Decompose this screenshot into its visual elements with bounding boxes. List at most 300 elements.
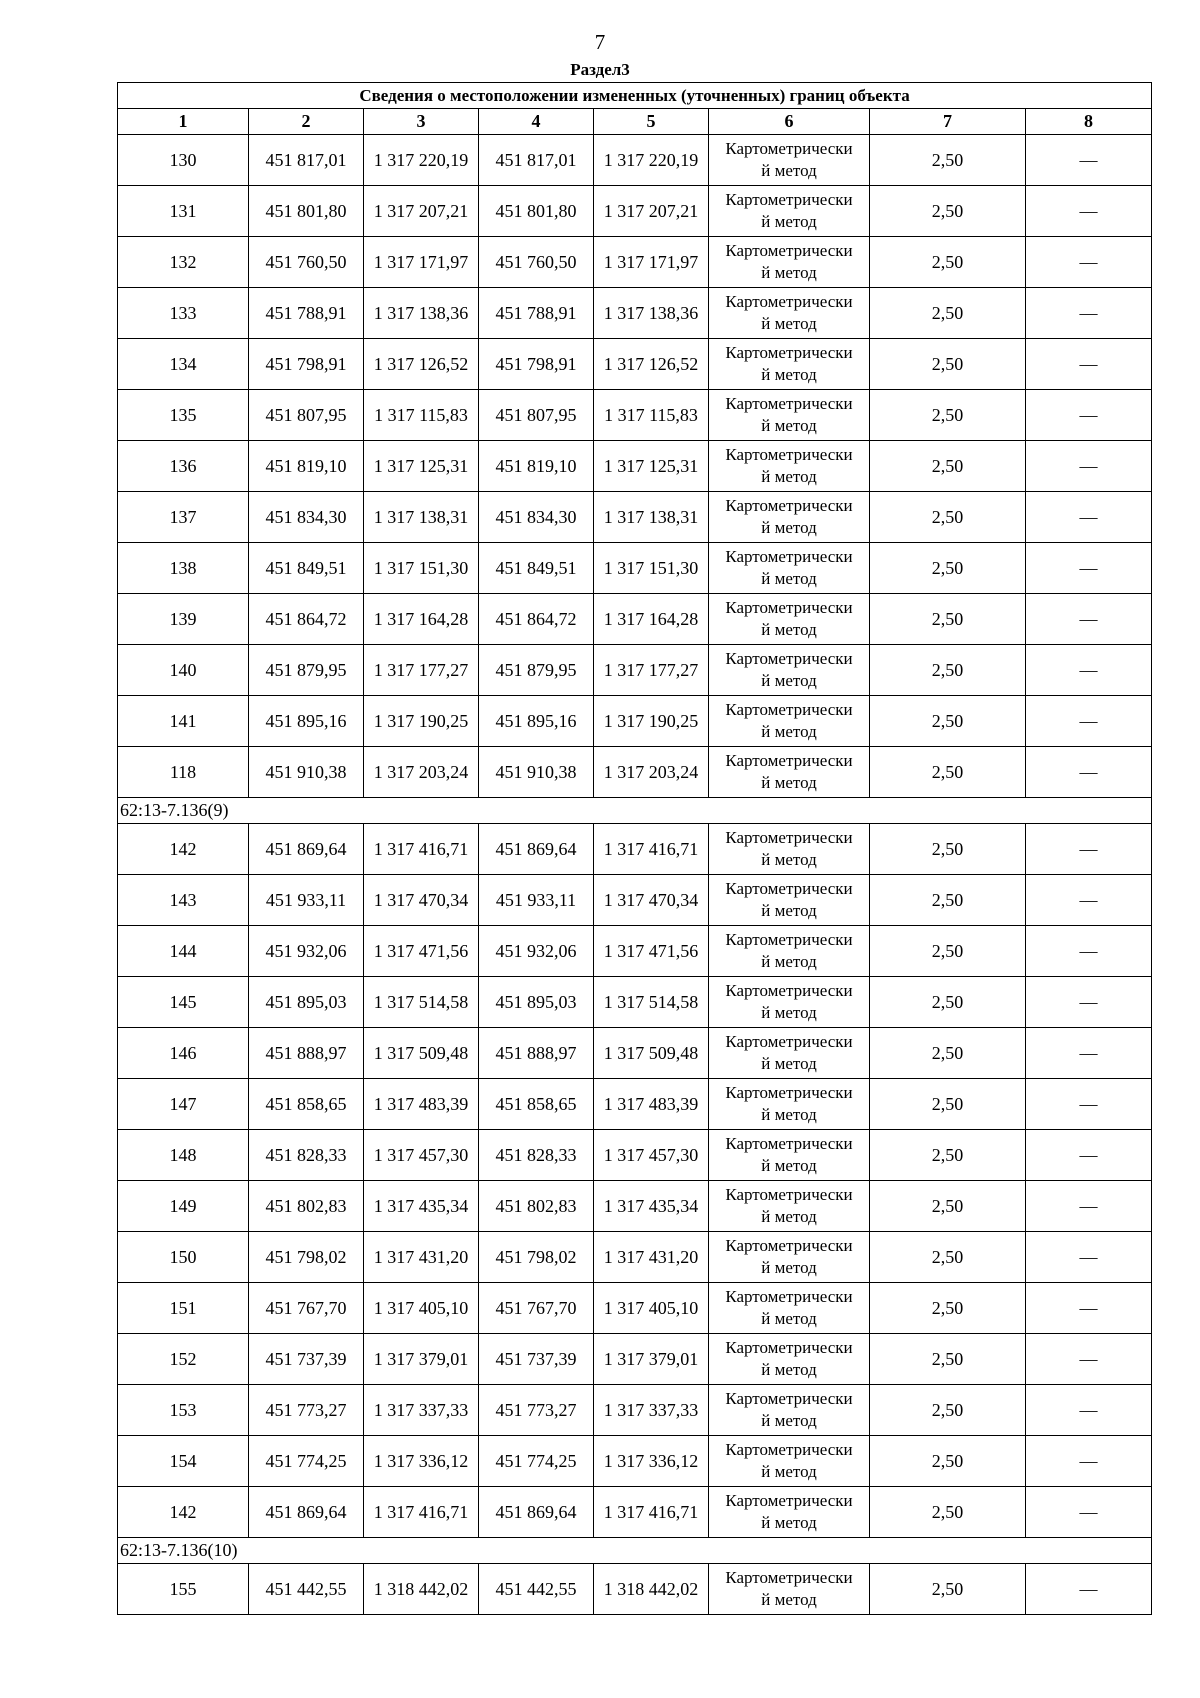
- table-row: [118, 824, 1152, 875]
- point-number-cell: 147: [118, 1079, 249, 1130]
- group-header-row: [118, 798, 1152, 824]
- x-existing-cell: 451 801,80: [249, 186, 364, 237]
- table-caption-row: [118, 83, 1152, 109]
- description-cell: —: [1026, 696, 1152, 747]
- point-number-cell: 144: [118, 926, 249, 977]
- method-line-2: й метод: [761, 1258, 817, 1277]
- accuracy-cell: 2,50: [870, 977, 1026, 1028]
- table-row: [118, 1232, 1152, 1283]
- description-cell: —: [1026, 186, 1152, 237]
- boundary-coordinates-table: [117, 82, 1152, 1615]
- description-cell: —: [1026, 1487, 1152, 1538]
- table-row: [118, 1079, 1152, 1130]
- table-row: [118, 1385, 1152, 1436]
- table-row: [118, 875, 1152, 926]
- method-line-1: Картометрически: [725, 981, 853, 1000]
- method-line-2: й метод: [761, 722, 817, 741]
- accuracy-cell: 2,50: [870, 543, 1026, 594]
- method-line-2: й метод: [761, 263, 817, 282]
- x-new-cell: 451 932,06: [479, 926, 594, 977]
- point-number-cell: 137: [118, 492, 249, 543]
- x-existing-cell: 451 879,95: [249, 645, 364, 696]
- description-cell: —: [1026, 237, 1152, 288]
- accuracy-cell: 2,50: [870, 747, 1026, 798]
- accuracy-cell: 2,50: [870, 1079, 1026, 1130]
- x-new-cell: 451 895,03: [479, 977, 594, 1028]
- y-existing-cell: 1 317 431,20: [364, 1232, 479, 1283]
- description-cell: —: [1026, 1283, 1152, 1334]
- point-number-cell: 153: [118, 1385, 249, 1436]
- description-cell: —: [1026, 1028, 1152, 1079]
- method-line-2: й метод: [761, 1054, 817, 1073]
- method-line-1: Картометрически: [725, 1440, 853, 1459]
- section-title: Раздел3: [570, 60, 630, 79]
- x-new-cell: 451 858,65: [479, 1079, 594, 1130]
- y-new-cell: 1 317 416,71: [594, 1487, 709, 1538]
- x-new-cell: 451 849,51: [479, 543, 594, 594]
- column-number: 6: [709, 109, 870, 135]
- x-new-cell: 451 802,83: [479, 1181, 594, 1232]
- method-line-2: й метод: [761, 1360, 817, 1379]
- description-cell: —: [1026, 1079, 1152, 1130]
- x-new-cell: 451 767,70: [479, 1283, 594, 1334]
- x-new-cell: 451 442,55: [479, 1564, 594, 1615]
- table-row: [118, 1487, 1152, 1538]
- accuracy-cell: 2,50: [870, 390, 1026, 441]
- x-new-cell: 451 879,95: [479, 645, 594, 696]
- point-number-cell: 118: [118, 747, 249, 798]
- y-new-cell: 1 317 457,30: [594, 1130, 709, 1181]
- method-line-2: й метод: [761, 467, 817, 486]
- column-number: 2: [249, 109, 364, 135]
- point-number-cell: 140: [118, 645, 249, 696]
- x-new-cell: 451 869,64: [479, 824, 594, 875]
- x-existing-cell: 451 932,06: [249, 926, 364, 977]
- table-caption: Сведения о местоположении измененных (уточненных) границ объекта: [118, 83, 1152, 109]
- page-number: 7: [594, 30, 606, 54]
- description-cell: —: [1026, 390, 1152, 441]
- method-line-1: Картометрически: [725, 598, 853, 617]
- x-new-cell: 451 817,01: [479, 135, 594, 186]
- table-row: [118, 696, 1152, 747]
- table-row: [118, 1334, 1152, 1385]
- y-new-cell: 1 317 509,48: [594, 1028, 709, 1079]
- accuracy-cell: 2,50: [870, 1564, 1026, 1615]
- description-cell: —: [1026, 135, 1152, 186]
- y-new-cell: 1 317 138,36: [594, 288, 709, 339]
- method-line-1: Картометрически: [725, 496, 853, 515]
- x-new-cell: 451 807,95: [479, 390, 594, 441]
- method-line-1: Картометрически: [725, 1389, 853, 1408]
- table-row: [118, 441, 1152, 492]
- method-line-2: й метод: [761, 850, 817, 869]
- method-line-2: й метод: [761, 952, 817, 971]
- method-line-2: й метод: [761, 212, 817, 231]
- point-number-cell: 150: [118, 1232, 249, 1283]
- x-existing-cell: 451 933,11: [249, 875, 364, 926]
- accuracy-cell: 2,50: [870, 288, 1026, 339]
- method-cell: [709, 696, 870, 747]
- x-existing-cell: 451 798,91: [249, 339, 364, 390]
- accuracy-cell: 2,50: [870, 926, 1026, 977]
- table-row: [118, 594, 1152, 645]
- method-cell: [709, 824, 870, 875]
- y-existing-cell: 1 317 470,34: [364, 875, 479, 926]
- method-line-2: й метод: [761, 416, 817, 435]
- x-new-cell: 451 933,11: [479, 875, 594, 926]
- y-existing-cell: 1 317 471,56: [364, 926, 479, 977]
- x-new-cell: 451 869,64: [479, 1487, 594, 1538]
- accuracy-cell: 2,50: [870, 1181, 1026, 1232]
- y-existing-cell: 1 317 416,71: [364, 824, 479, 875]
- method-line-1: Картометрически: [725, 828, 853, 847]
- method-line-2: й метод: [761, 1462, 817, 1481]
- description-cell: —: [1026, 645, 1152, 696]
- x-new-cell: 451 760,50: [479, 237, 594, 288]
- x-existing-cell: 451 798,02: [249, 1232, 364, 1283]
- x-existing-cell: 451 864,72: [249, 594, 364, 645]
- point-number-cell: 132: [118, 237, 249, 288]
- method-cell: [709, 1181, 870, 1232]
- description-cell: —: [1026, 1232, 1152, 1283]
- method-line-1: Картометрически: [725, 241, 853, 260]
- accuracy-cell: 2,50: [870, 1436, 1026, 1487]
- y-existing-cell: 1 317 457,30: [364, 1130, 479, 1181]
- method-line-2: й метод: [761, 620, 817, 639]
- method-line-1: Картометрически: [725, 1134, 853, 1153]
- x-existing-cell: 451 834,30: [249, 492, 364, 543]
- x-existing-cell: 451 817,01: [249, 135, 364, 186]
- x-existing-cell: 451 737,39: [249, 1334, 364, 1385]
- method-line-2: й метод: [761, 1590, 817, 1609]
- description-cell: —: [1026, 594, 1152, 645]
- accuracy-cell: 2,50: [870, 492, 1026, 543]
- description-cell: —: [1026, 543, 1152, 594]
- accuracy-cell: 2,50: [870, 1232, 1026, 1283]
- method-line-2: й метод: [761, 1411, 817, 1430]
- x-existing-cell: 451 858,65: [249, 1079, 364, 1130]
- method-line-1: Картометрически: [725, 547, 853, 566]
- table-row: [118, 339, 1152, 390]
- y-new-cell: 1 317 164,28: [594, 594, 709, 645]
- y-existing-cell: 1 317 138,36: [364, 288, 479, 339]
- x-existing-cell: 451 888,97: [249, 1028, 364, 1079]
- column-number-row: [118, 109, 1152, 135]
- y-new-cell: 1 317 379,01: [594, 1334, 709, 1385]
- point-number-cell: 134: [118, 339, 249, 390]
- point-number-cell: 151: [118, 1283, 249, 1334]
- description-cell: —: [1026, 339, 1152, 390]
- description-cell: —: [1026, 441, 1152, 492]
- point-number-cell: 138: [118, 543, 249, 594]
- accuracy-cell: 2,50: [870, 135, 1026, 186]
- x-existing-cell: 451 760,50: [249, 237, 364, 288]
- x-new-cell: 451 828,33: [479, 1130, 594, 1181]
- method-line-1: Картометрически: [725, 1185, 853, 1204]
- table-row: [118, 747, 1152, 798]
- y-new-cell: 1 317 171,97: [594, 237, 709, 288]
- method-cell: [709, 237, 870, 288]
- accuracy-cell: 2,50: [870, 1334, 1026, 1385]
- method-line-1: Картометрически: [725, 1568, 853, 1587]
- column-number: 3: [364, 109, 479, 135]
- accuracy-cell: 2,50: [870, 824, 1026, 875]
- method-cell: [709, 645, 870, 696]
- y-new-cell: 1 317 336,12: [594, 1436, 709, 1487]
- method-line-2: й метод: [761, 569, 817, 588]
- y-existing-cell: 1 317 203,24: [364, 747, 479, 798]
- accuracy-cell: 2,50: [870, 645, 1026, 696]
- description-cell: —: [1026, 1334, 1152, 1385]
- method-cell: [709, 288, 870, 339]
- point-number-cell: 154: [118, 1436, 249, 1487]
- method-cell: [709, 543, 870, 594]
- y-existing-cell: 1 317 207,21: [364, 186, 479, 237]
- table-row: [118, 186, 1152, 237]
- method-line-1: Картометрически: [725, 1236, 853, 1255]
- y-existing-cell: 1 317 164,28: [364, 594, 479, 645]
- accuracy-cell: 2,50: [870, 1130, 1026, 1181]
- method-cell: [709, 1487, 870, 1538]
- x-existing-cell: 451 788,91: [249, 288, 364, 339]
- method-cell: [709, 1079, 870, 1130]
- method-cell: [709, 135, 870, 186]
- column-number: 7: [870, 109, 1026, 135]
- point-number-cell: 139: [118, 594, 249, 645]
- x-existing-cell: 451 828,33: [249, 1130, 364, 1181]
- y-new-cell: 1 317 125,31: [594, 441, 709, 492]
- description-cell: —: [1026, 1436, 1152, 1487]
- point-number-cell: 155: [118, 1564, 249, 1615]
- table-row: [118, 1564, 1152, 1615]
- y-new-cell: 1 317 405,10: [594, 1283, 709, 1334]
- description-cell: —: [1026, 1385, 1152, 1436]
- cadastral-group-label: 62:13-7.136(9): [118, 798, 1152, 824]
- method-line-1: Картометрически: [725, 751, 853, 770]
- x-existing-cell: 451 802,83: [249, 1181, 364, 1232]
- method-cell: [709, 492, 870, 543]
- description-cell: —: [1026, 288, 1152, 339]
- accuracy-cell: 2,50: [870, 1283, 1026, 1334]
- x-new-cell: 451 773,27: [479, 1385, 594, 1436]
- method-line-1: Картометрически: [725, 190, 853, 209]
- method-line-1: Картометрически: [725, 1491, 853, 1510]
- method-line-2: й метод: [761, 365, 817, 384]
- y-existing-cell: 1 317 514,58: [364, 977, 479, 1028]
- method-cell: [709, 926, 870, 977]
- point-number-cell: 143: [118, 875, 249, 926]
- table-row: [118, 1028, 1152, 1079]
- method-cell: [709, 186, 870, 237]
- accuracy-cell: 2,50: [870, 1028, 1026, 1079]
- column-number: 4: [479, 109, 594, 135]
- x-existing-cell: 451 895,16: [249, 696, 364, 747]
- method-cell: [709, 977, 870, 1028]
- table-row: [118, 1283, 1152, 1334]
- method-line-2: й метод: [761, 1105, 817, 1124]
- x-existing-cell: 451 773,27: [249, 1385, 364, 1436]
- method-line-1: Картометрически: [725, 394, 853, 413]
- accuracy-cell: 2,50: [870, 186, 1026, 237]
- y-new-cell: 1 317 514,58: [594, 977, 709, 1028]
- y-existing-cell: 1 317 151,30: [364, 543, 479, 594]
- method-cell: [709, 747, 870, 798]
- y-existing-cell: 1 317 220,19: [364, 135, 479, 186]
- method-line-1: Картометрически: [725, 1083, 853, 1102]
- method-cell: [709, 1436, 870, 1487]
- method-cell: [709, 594, 870, 645]
- method-cell: [709, 441, 870, 492]
- method-line-2: й метод: [761, 773, 817, 792]
- method-cell: [709, 1232, 870, 1283]
- method-line-2: й метод: [761, 161, 817, 180]
- method-cell: [709, 1028, 870, 1079]
- description-cell: —: [1026, 1130, 1152, 1181]
- x-existing-cell: 451 869,64: [249, 824, 364, 875]
- x-existing-cell: 451 910,38: [249, 747, 364, 798]
- x-existing-cell: 451 819,10: [249, 441, 364, 492]
- point-number-cell: 135: [118, 390, 249, 441]
- method-line-2: й метод: [761, 901, 817, 920]
- method-cell: [709, 1385, 870, 1436]
- x-existing-cell: 451 774,25: [249, 1436, 364, 1487]
- y-new-cell: 1 317 115,83: [594, 390, 709, 441]
- y-existing-cell: 1 317 435,34: [364, 1181, 479, 1232]
- method-line-1: Картометрически: [725, 700, 853, 719]
- method-line-2: й метод: [761, 1156, 817, 1175]
- y-new-cell: 1 317 126,52: [594, 339, 709, 390]
- method-cell: [709, 390, 870, 441]
- point-number-cell: 148: [118, 1130, 249, 1181]
- table-row: [118, 1130, 1152, 1181]
- y-existing-cell: 1 317 379,01: [364, 1334, 479, 1385]
- y-new-cell: 1 317 471,56: [594, 926, 709, 977]
- y-new-cell: 1 317 177,27: [594, 645, 709, 696]
- x-existing-cell: 451 869,64: [249, 1487, 364, 1538]
- accuracy-cell: 2,50: [870, 1487, 1026, 1538]
- method-line-1: Картометрически: [725, 1338, 853, 1357]
- method-cell: [709, 875, 870, 926]
- y-existing-cell: 1 317 190,25: [364, 696, 479, 747]
- method-line-1: Картометрически: [725, 343, 853, 362]
- y-existing-cell: 1 317 509,48: [364, 1028, 479, 1079]
- group-header-row: [118, 1538, 1152, 1564]
- point-number-cell: 146: [118, 1028, 249, 1079]
- y-new-cell: 1 317 470,34: [594, 875, 709, 926]
- y-new-cell: 1 317 190,25: [594, 696, 709, 747]
- method-line-2: й метод: [761, 314, 817, 333]
- y-new-cell: 1 317 203,24: [594, 747, 709, 798]
- y-new-cell: 1 317 431,20: [594, 1232, 709, 1283]
- description-cell: —: [1026, 926, 1152, 977]
- table-row: [118, 977, 1152, 1028]
- method-cell: [709, 1334, 870, 1385]
- x-new-cell: 451 834,30: [479, 492, 594, 543]
- y-existing-cell: 1 317 125,31: [364, 441, 479, 492]
- accuracy-cell: 2,50: [870, 1385, 1026, 1436]
- table-row: [118, 1181, 1152, 1232]
- y-existing-cell: 1 317 405,10: [364, 1283, 479, 1334]
- accuracy-cell: 2,50: [870, 441, 1026, 492]
- x-existing-cell: 451 807,95: [249, 390, 364, 441]
- y-new-cell: 1 318 442,02: [594, 1564, 709, 1615]
- x-new-cell: 451 774,25: [479, 1436, 594, 1487]
- y-new-cell: 1 317 151,30: [594, 543, 709, 594]
- y-existing-cell: 1 317 416,71: [364, 1487, 479, 1538]
- table-row: [118, 237, 1152, 288]
- x-existing-cell: 451 849,51: [249, 543, 364, 594]
- table-row: [118, 135, 1152, 186]
- method-line-2: й метод: [761, 1513, 817, 1532]
- method-line-1: Картометрически: [725, 1287, 853, 1306]
- method-cell: [709, 1130, 870, 1181]
- column-number: 5: [594, 109, 709, 135]
- y-existing-cell: 1 317 483,39: [364, 1079, 479, 1130]
- y-existing-cell: 1 317 126,52: [364, 339, 479, 390]
- accuracy-cell: 2,50: [870, 594, 1026, 645]
- description-cell: —: [1026, 977, 1152, 1028]
- x-new-cell: 451 798,02: [479, 1232, 594, 1283]
- method-line-1: Картометрически: [725, 649, 853, 668]
- x-new-cell: 451 737,39: [479, 1334, 594, 1385]
- y-new-cell: 1 317 337,33: [594, 1385, 709, 1436]
- x-new-cell: 451 888,97: [479, 1028, 594, 1079]
- x-existing-cell: 451 767,70: [249, 1283, 364, 1334]
- y-existing-cell: 1 317 177,27: [364, 645, 479, 696]
- accuracy-cell: 2,50: [870, 339, 1026, 390]
- y-new-cell: 1 317 483,39: [594, 1079, 709, 1130]
- point-number-cell: 142: [118, 1487, 249, 1538]
- method-cell: [709, 1283, 870, 1334]
- method-line-2: й метод: [761, 1003, 817, 1022]
- x-new-cell: 451 895,16: [479, 696, 594, 747]
- point-number-cell: 130: [118, 135, 249, 186]
- y-existing-cell: 1 317 171,97: [364, 237, 479, 288]
- method-line-1: Картометрически: [725, 139, 853, 158]
- table-row: [118, 543, 1152, 594]
- method-line-1: Картометрически: [725, 879, 853, 898]
- description-cell: —: [1026, 824, 1152, 875]
- method-line-2: й метод: [761, 518, 817, 537]
- method-line-1: Картометрически: [725, 445, 853, 464]
- accuracy-cell: 2,50: [870, 696, 1026, 747]
- table-row: [118, 288, 1152, 339]
- table-row: [118, 492, 1152, 543]
- point-number-cell: 133: [118, 288, 249, 339]
- y-existing-cell: 1 317 337,33: [364, 1385, 479, 1436]
- point-number-cell: 149: [118, 1181, 249, 1232]
- x-new-cell: 451 819,10: [479, 441, 594, 492]
- description-cell: —: [1026, 492, 1152, 543]
- x-existing-cell: 451 442,55: [249, 1564, 364, 1615]
- y-new-cell: 1 317 416,71: [594, 824, 709, 875]
- y-new-cell: 1 317 207,21: [594, 186, 709, 237]
- y-new-cell: 1 317 220,19: [594, 135, 709, 186]
- table-body: [118, 135, 1152, 1615]
- accuracy-cell: 2,50: [870, 875, 1026, 926]
- y-new-cell: 1 317 138,31: [594, 492, 709, 543]
- point-number-cell: 145: [118, 977, 249, 1028]
- x-new-cell: 451 910,38: [479, 747, 594, 798]
- point-number-cell: 141: [118, 696, 249, 747]
- table-row: [118, 645, 1152, 696]
- y-existing-cell: 1 317 138,31: [364, 492, 479, 543]
- accuracy-cell: 2,50: [870, 237, 1026, 288]
- x-new-cell: 451 864,72: [479, 594, 594, 645]
- y-existing-cell: 1 318 442,02: [364, 1564, 479, 1615]
- method-line-1: Картометрически: [725, 1032, 853, 1051]
- column-number: 1: [118, 109, 249, 135]
